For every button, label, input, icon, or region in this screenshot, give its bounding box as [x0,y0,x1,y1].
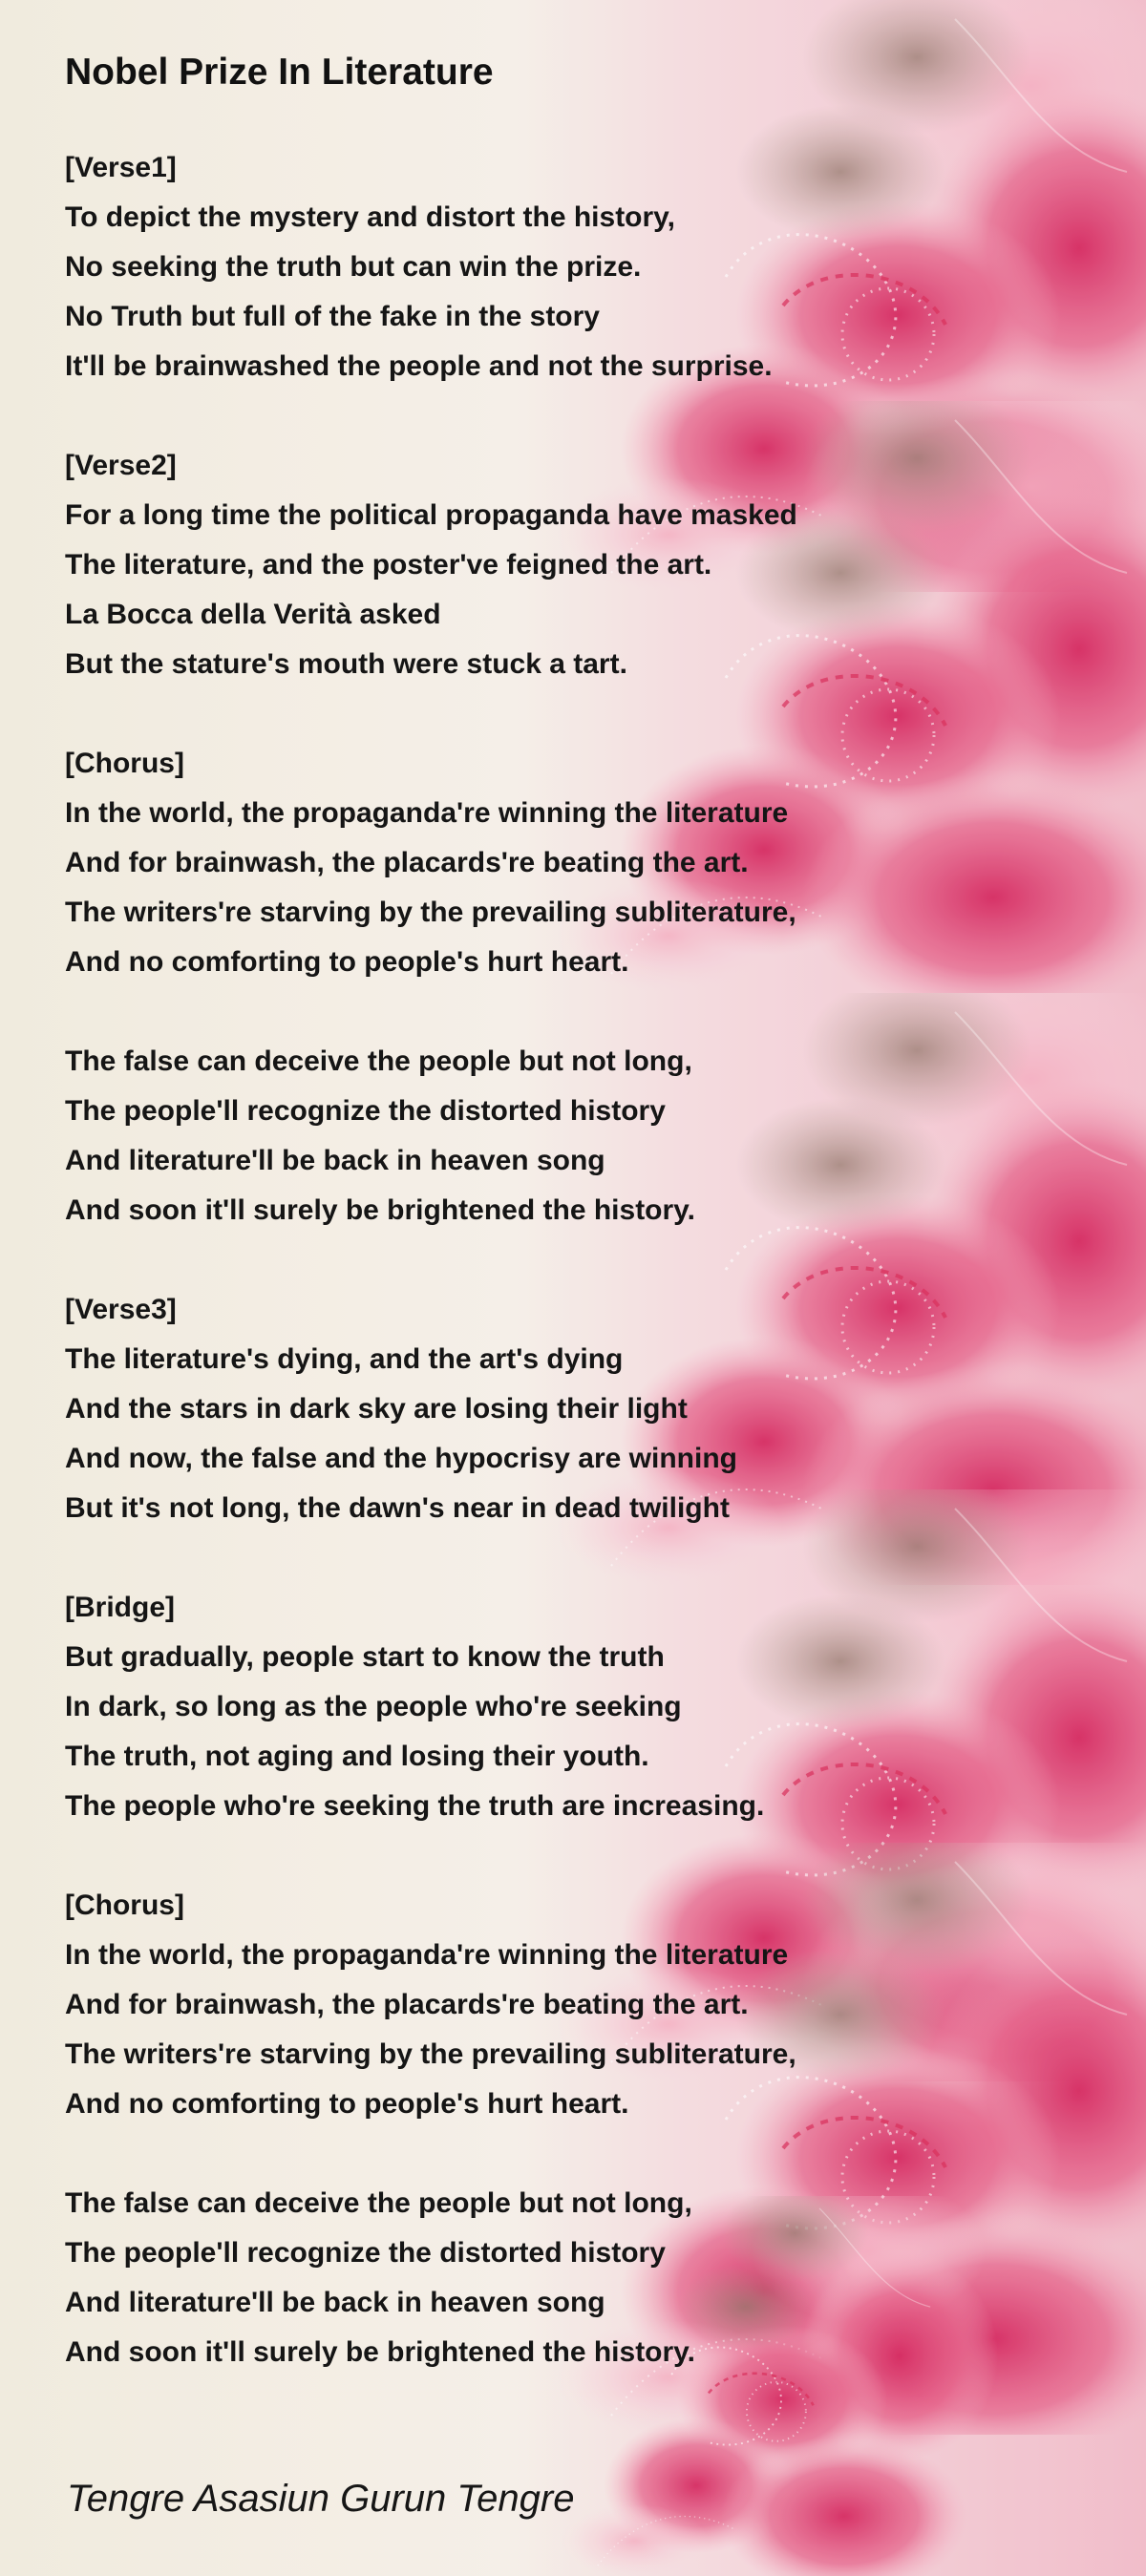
poem-line: And soon it'll surely be brightened the history. [65,1194,695,1226]
poem-line: And no comforting to people's hurt heart. [65,2088,629,2120]
poem-line: [Verse3] [65,1294,177,1325]
poem-line: [Verse1] [65,152,177,183]
poem-line: The truth, not aging and losing their youth. [65,1741,649,1772]
poem-line: And now, the false and the hypocrisy are winning [65,1443,737,1474]
poem-line: And literature'll be back in heaven song [65,2287,605,2318]
poem-line: In the world, the propaganda're winning the literature [65,1939,789,1971]
stanza [65,441,1077,689]
poem-line: The literature's dying, and the art's dying [65,1343,624,1375]
poem-line: In the world, the propaganda're winning the literature [65,797,789,829]
stanza [65,1881,1077,2129]
poem-author: Tengre Asasiun Gurun Tengre [67,2478,575,2520]
poem-line: The false can deceive the people but not long, [65,2187,692,2219]
poem-line: And for brainwash, the placards're beating the art. [65,1989,749,2020]
poem-line: The false can deceive the people but not long, [65,1045,692,1077]
poem-content [65,48,1077,2427]
poem-line: And for brainwash, the placards're beating the art. [65,847,749,878]
poem-line: [Bridge] [65,1592,175,1623]
poem-line: And the stars in dark sky are losing their light [65,1393,688,1425]
poem-line: But the stature's mouth were stuck a tart. [65,648,627,680]
poem-line: And soon it'll surely be brightened the history. [65,2336,695,2368]
poem-line: La Bocca della Verità asked [65,599,441,630]
poem-line: But it's not long, the dawn's near in dead twilight [65,1492,730,1524]
poem-line: [Chorus] [65,748,184,779]
poem-line: In dark, so long as the people who're seeking [65,1691,682,1722]
stanza [65,739,1077,987]
stanza [65,2179,1077,2377]
poem-line: To depict the mystery and distort the history, [65,201,675,233]
stanza [65,143,1077,391]
poem-line: [Chorus] [65,1890,184,1921]
poem-line: The literature, and the poster've feigned the art. [65,549,712,581]
poem-line: No seeking the truth but can win the prize. [65,251,642,283]
poem-line: The people who're seeking the truth are increasing. [65,1790,765,1822]
poem-line: The people'll recognize the distorted history [65,2237,666,2269]
poem-line: No Truth but full of the fake in the story [65,301,600,332]
poem-line: And literature'll be back in heaven song [65,1145,605,1176]
poem-line: The writers're starving by the prevailing subliterature, [65,897,796,928]
poem-line: For a long time the political propaganda have masked [65,499,797,531]
poem-body [65,143,1077,2377]
stanza [65,1037,1077,1235]
poem-line: But gradually, people start to know the truth [65,1641,665,1673]
poem-title: Nobel Prize In Literature [65,52,494,93]
poem-line: The people'll recognize the distorted history [65,1095,666,1127]
stanza [65,1285,1077,1533]
poem-line: And no comforting to people's hurt heart. [65,946,629,978]
poem-line: It'll be brainwashed the people and not the surprise. [65,350,773,382]
stanza [65,1583,1077,1831]
poem-line: The writers're starving by the prevailing subliterature, [65,2038,796,2070]
poem-line: [Verse2] [65,450,177,481]
